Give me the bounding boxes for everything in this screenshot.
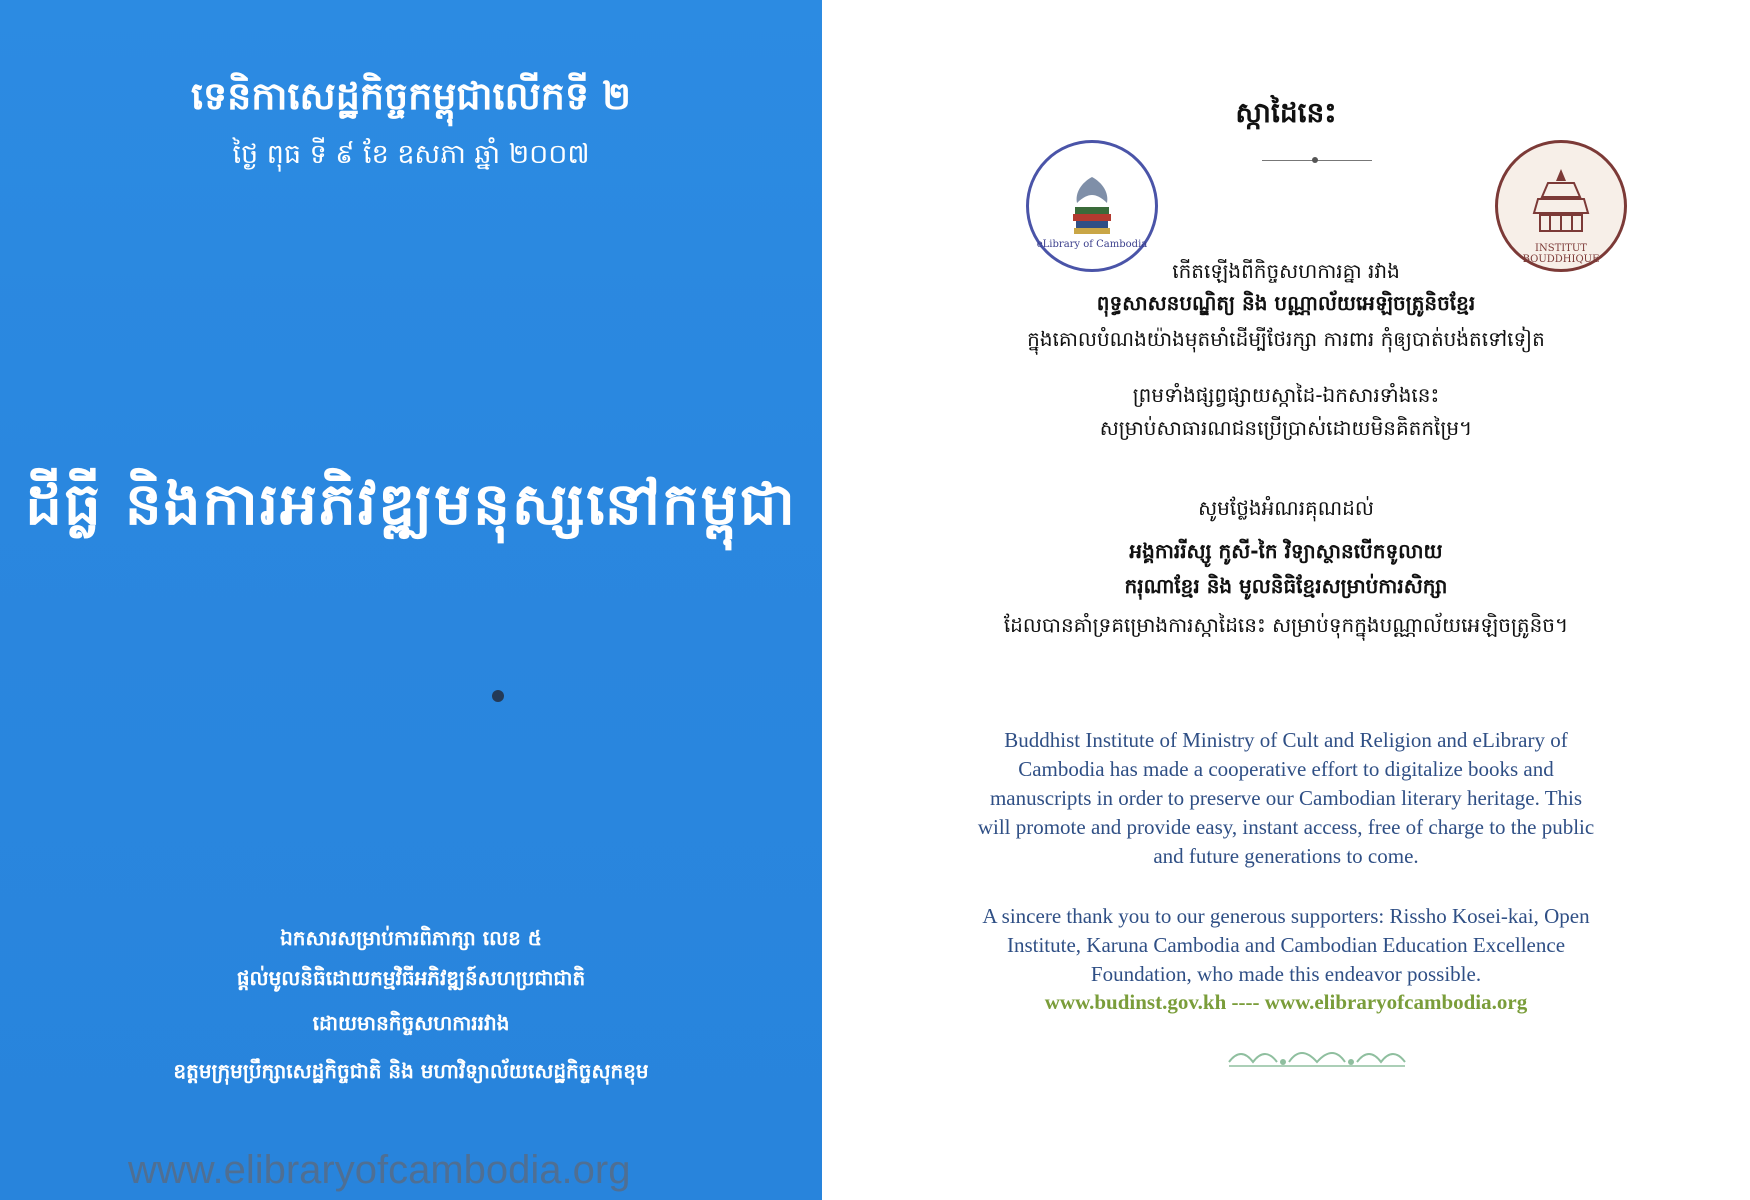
buddhist-institute-seal (1495, 140, 1627, 272)
khmer-line-3: ក្នុងគោលបំណងយ៉ាងមុតមាំដើម្បីថែរក្សា ការពារ កុំឲ្យបាត់បង់តទៅទៀត (1027, 327, 1545, 351)
book-cover (0, 0, 822, 1200)
english-line-7: Institute, Karuna Cambodia and Cambodian Education Excellence (1006, 933, 1566, 957)
khmer-line-7: អង្គការរីស្សូ កូសី-កៃ វិទ្យាស្ថានបើកទូលាយ (1129, 539, 1443, 563)
khmer-line-8: ករុណាខ្មែរ និង មូលនិធិខ្មែរសម្រាប់ការសិក្សា (1124, 574, 1448, 598)
english-line-6: A sincere thank you to our generous supporters: Rissho Kosei-kai, Open (982, 904, 1590, 928)
khmer-line-9: ដែលបានគាំទ្រគម្រោងការស្កាដៃនេះ សម្រាប់ទុកក្នុងបណ្ណាល័យអេឡិចត្រូនិច។ (1003, 613, 1569, 637)
english-line-4: will promote and provide easy, instant access, free of charge to the public (977, 815, 1595, 839)
khmer-line-6: សូមថ្លែងអំណរគុណដល់ (1198, 496, 1374, 520)
cover-series-title: ទេនិកាសេដ្ឋកិច្ចកម្ពុជាលើកទី ២ (191, 74, 631, 118)
cover-main-title: ដីធ្លី និងការអភិវឌ្ឍមនុស្សនៅកម្ពុជា (25, 470, 797, 538)
watermark-url: www.elibraryofcambodia.org (128, 1148, 631, 1192)
temple-icon (1528, 167, 1594, 239)
khmer-line-5: សម្រាប់សាធារណជនប្រើប្រាស់ដោយមិនគិតកម្រៃ។ (1099, 416, 1473, 440)
elibrary-logo (1026, 140, 1158, 272)
footer-website-links: www.budinst.gov.kh ---- www.elibraryofcambodia.org (1044, 990, 1528, 1014)
english-line-3: manuscripts in order to preserve our Cambodian literary heritage. This (989, 786, 1583, 810)
cover-date: ថ្ងៃ ពុធ ទី ៩ ខែ ឧសភា ឆ្នាំ ២០០៧ (232, 139, 590, 170)
khmer-line-4: ព្រមទាំងផ្សព្វផ្សាយស្កាដៃ-ឯកសារទាំងនេះ (1132, 383, 1440, 407)
cover-bottom-line-4: ឧត្តមក្រុមប្រឹក្សាសេដ្ឋកិច្ចជាតិ និង មហាវិទ្យាល័យសេដ្ឋកិច្ចសុកខុម (173, 1059, 649, 1083)
english-line-2: Cambodia has made a cooperative effort to digitalize books and (1018, 757, 1554, 781)
khmer-line-1: កើតឡើងពីកិច្ចសហការគ្នា រវាង (1172, 259, 1400, 283)
english-line-5: and future generations to come. (1153, 844, 1419, 868)
cover-ink-spot (492, 690, 504, 702)
books-icon (1063, 173, 1121, 237)
english-line-8: Foundation, who made this endeavor possible. (1090, 962, 1482, 986)
elibrary-logo-text: eLibrary of Cambodia (1036, 239, 1148, 250)
cover-bottom-line-2: ផ្តល់មូលនិធិដោយកម្មវិធីអភិវឌ្ឍន៍សហប្រជាជាតិ (236, 966, 586, 990)
acknowledgement-page (822, 0, 1750, 1200)
english-line-1: Buddhist Institute of Ministry of Cult and Religion and eLibrary of (1004, 728, 1568, 752)
cover-bottom-line-1: ឯកសារសម្រាប់ការពិភាក្សា លេខ ៥ (280, 926, 542, 950)
divider-ornament (1312, 157, 1318, 163)
institute-seal-text: INSTITUT BOUDDHIQUE (1522, 243, 1600, 265)
khmer-line-2: ពុទ្ធសាសនបណ្ឌិត្យ និង បណ្ណាល័យអេឡិចត្រូនិចខ្មែរ (1096, 291, 1476, 315)
cover-bottom-line-3: ដោយមានកិច្ចសហការរវាង (312, 1011, 510, 1035)
page-heading: ស្កាដៃនេះ (1235, 96, 1337, 129)
decorative-ornament-icon (1227, 1042, 1407, 1070)
